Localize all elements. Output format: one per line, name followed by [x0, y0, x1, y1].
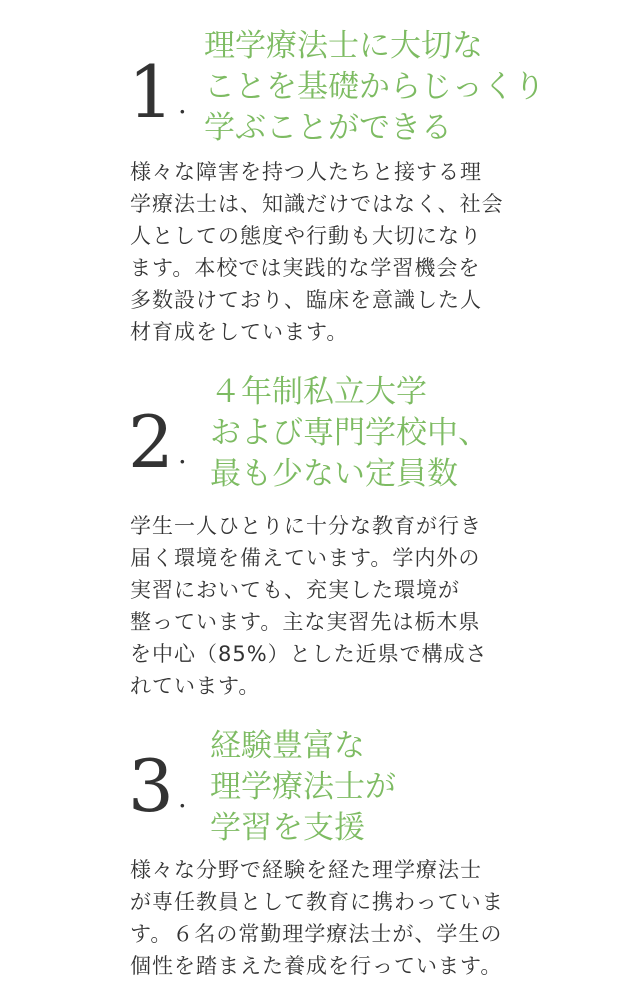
body-line: 様々な分野で経験を経た理学療法士 — [130, 858, 482, 882]
section-number-dot: . — [177, 437, 187, 470]
body-line: 学療法士は、知識だけではなく、社会 — [130, 192, 504, 216]
heading-line: 理学療法士に大切な — [204, 28, 483, 64]
body-line: す。６名の常勤理学療法士が、学生の — [130, 922, 503, 946]
heading-line: 経験豊富な — [210, 728, 365, 764]
section-heading — [210, 726, 396, 849]
section-number-digit: 1 — [128, 50, 174, 134]
body-line: を中心（85%）とした近県で構成さ — [130, 642, 488, 666]
heading-line: ４年制私立大学 — [210, 374, 427, 410]
body-line: 整っています。主な実習先は栃木県 — [130, 610, 481, 634]
heading-line: および専門学校中、 — [210, 415, 489, 451]
section-heading — [210, 372, 489, 495]
heading-line: ことを基礎からじっくり — [204, 69, 545, 105]
body-line: 材育成をしています。 — [130, 320, 349, 344]
section-body — [130, 854, 514, 982]
body-line: 届く環境を備えています。学内外の — [130, 546, 481, 570]
section-number-dot: . — [177, 87, 187, 120]
section-number — [128, 744, 187, 828]
body-line: 人としての態度や行動も大切になり — [130, 224, 482, 248]
heading-line: 最も少ない定員数 — [210, 456, 458, 492]
section-number-dot: . — [177, 781, 187, 814]
body-line: 多数設けており、臨床を意識した人 — [130, 288, 482, 312]
section-body — [130, 510, 514, 702]
body-line: が専任教員として教育に携わっていま — [130, 890, 504, 914]
heading-line: 理学療法士が — [210, 769, 396, 805]
body-line: 個性を踏まえた養成を行っています。 — [130, 954, 503, 978]
section-body — [130, 156, 514, 348]
heading-line: 学ぶことができる — [204, 110, 452, 146]
body-line: 様々な障害を持つ人たちと接する理 — [130, 160, 482, 184]
body-line: れています。 — [130, 674, 261, 698]
section-number-digit: 3 — [128, 744, 174, 828]
body-line: ます。本校では実践的な学習機会を — [130, 256, 481, 280]
section-number — [128, 400, 187, 484]
heading-line: 学習を支援 — [210, 810, 365, 846]
section-heading — [204, 26, 545, 149]
body-line: 実習においても、充実した環境が — [130, 578, 460, 602]
body-line: 学生一人ひとりに十分な教育が行き — [130, 514, 482, 538]
section-number-digit: 2 — [128, 400, 174, 484]
section-number — [128, 50, 187, 134]
